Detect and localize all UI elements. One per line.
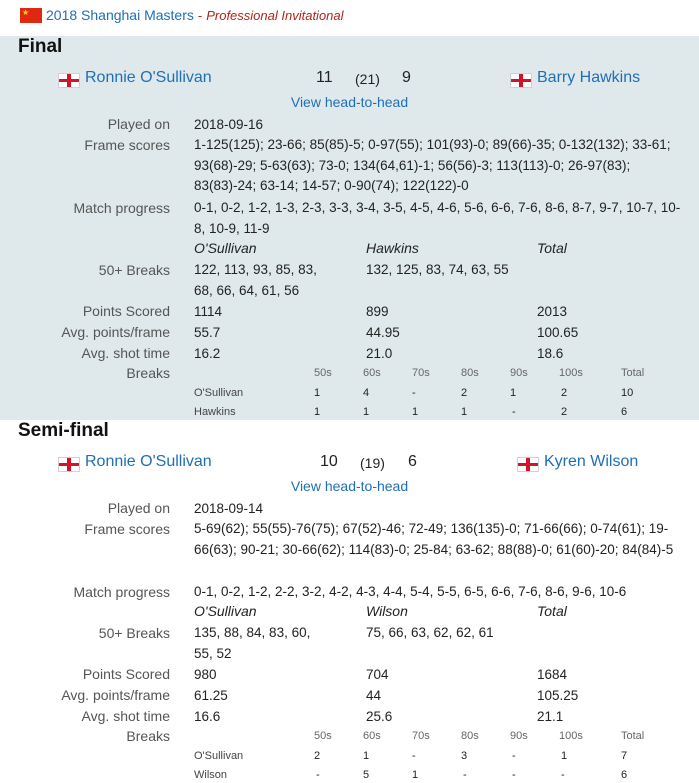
break-cell: 2: [561, 406, 568, 418]
played-on-value: 2018-09-14: [194, 501, 264, 516]
england-flag-icon: [58, 73, 80, 88]
stage-title: Semi-final: [18, 420, 109, 441]
points-scored-label: Points Scored: [82, 303, 170, 319]
break-cell: -: [412, 750, 416, 762]
played-on-value: 2018-09-16: [194, 117, 264, 132]
england-flag-icon: [58, 457, 80, 472]
player1-breaks: 122, 113, 93, 85, 83, 68, 66, 64, 61, 56: [194, 262, 317, 298]
player2-link[interactable]: Kyren Wilson: [544, 453, 639, 470]
break-column-head: 70s: [412, 367, 430, 379]
break-cell: -: [463, 769, 467, 781]
player1-score: 11: [316, 69, 333, 86]
break-column-head: 70s: [412, 730, 430, 742]
best-of: (19): [360, 455, 385, 471]
stat-value: 105.25: [537, 688, 579, 703]
best-of: (21): [355, 71, 380, 87]
frame-scores-label: Frame scores: [84, 521, 170, 537]
break-cell: 2: [314, 750, 321, 762]
total-column-head: Total: [537, 240, 567, 256]
breaks-label: Breaks: [126, 365, 170, 381]
break-column-head: 100s: [559, 367, 583, 379]
break-column-head: 90s: [510, 730, 528, 742]
break-cell: 1: [412, 406, 419, 418]
stat-value: 2013: [537, 304, 568, 319]
stat-value: 1684: [537, 667, 568, 682]
player2-column-head: Wilson: [366, 603, 408, 619]
break-cell: 7: [621, 750, 628, 762]
head-to-head-link[interactable]: View head-to-head: [290, 478, 409, 494]
break-cell: -: [561, 769, 565, 781]
breaks-50-label: 50+ Breaks: [98, 625, 170, 641]
break-cell: 1: [314, 387, 321, 399]
points-scored-label: Points Scored: [82, 666, 170, 682]
break-cell: 1: [363, 750, 370, 762]
stat-value: 704: [366, 667, 389, 682]
break-cell: -: [512, 769, 516, 781]
break-row-name: Wilson: [194, 769, 228, 781]
avg-shot-label: Avg. shot time: [81, 345, 170, 361]
break-cell: 10: [621, 387, 634, 399]
break-column-head: 80s: [461, 730, 479, 742]
break-cell: 5: [363, 769, 370, 781]
tournament-link[interactable]: 2018 Shanghai Masters: [46, 7, 194, 23]
stat-value: 1114: [194, 304, 223, 319]
match-progress-value: 0-1, 0-2, 1-2, 2-2, 3-2, 4-2, 4-3, 4-4, 5-4, 5-5, 6-5, 6-6, 7-6, 8-6, 9-6, 10-6: [194, 584, 627, 599]
player-row: [0, 69, 699, 91]
match-progress-value: 0-1, 0-2, 1-2, 1-3, 2-3, 3-3, 3-4, 3-5, 4-5, 4-6, 5-6, 6-6, 7-6, 8-6, 8-7, 9-7, 10-7, 10-8, 10-9, 11-9: [194, 200, 681, 236]
avg-points-label: Avg. points/frame: [61, 687, 170, 703]
breaks-50-label: 50+ Breaks: [98, 262, 170, 278]
final-match-section: [0, 36, 699, 420]
player1-column-head: O'Sullivan: [194, 603, 257, 619]
head-to-head-link[interactable]: View head-to-head: [290, 94, 409, 110]
break-column-head: 50s: [314, 367, 332, 379]
semi-final-match-section: [0, 420, 699, 783]
tournament-header: [0, 0, 699, 30]
title-separator: -: [197, 7, 203, 23]
played-on-label: Played on: [107, 116, 170, 132]
break-row-name: O'Sullivan: [194, 387, 244, 399]
break-cell: -: [316, 769, 320, 781]
break-column-head: 50s: [314, 730, 332, 742]
stat-value: 44.95: [366, 325, 400, 340]
break-row-name: Hawkins: [194, 406, 236, 418]
avg-shot-label: Avg. shot time: [81, 708, 170, 724]
china-flag-icon: [20, 8, 42, 23]
played-on-label: Played on: [107, 500, 170, 516]
match-progress-label: Match progress: [73, 584, 170, 600]
player1-breaks: 135, 88, 84, 83, 60, 55, 52: [194, 625, 311, 661]
stat-value: 25.6: [366, 709, 393, 724]
player2-breaks: 75, 66, 63, 62, 62, 61: [366, 625, 494, 640]
break-cell: -: [512, 750, 516, 762]
break-row-name: O'Sullivan: [194, 750, 244, 762]
break-column-head: 90s: [510, 367, 528, 379]
england-flag-icon: [517, 457, 539, 472]
player-row: [0, 453, 699, 475]
stat-value: 44: [366, 688, 382, 703]
player1-score: 10: [320, 453, 338, 470]
player1-link[interactable]: Ronnie O'Sullivan: [85, 453, 212, 470]
player2-breaks: 132, 125, 83, 74, 63, 55: [366, 262, 509, 277]
break-cell: 2: [461, 387, 468, 399]
player2-score: 6: [408, 453, 417, 470]
avg-points-label: Avg. points/frame: [61, 324, 170, 340]
breaks-label: Breaks: [126, 728, 170, 744]
break-column-head: 60s: [363, 367, 381, 379]
break-column-head: Total: [621, 730, 645, 742]
stat-value: 55.7: [194, 325, 221, 340]
break-cell: 3: [461, 750, 468, 762]
break-cell: 6: [621, 769, 628, 781]
player2-column-head: Hawkins: [366, 240, 419, 256]
break-column-head: Total: [621, 367, 645, 379]
break-cell: 1: [561, 750, 568, 762]
break-cell: 4: [363, 387, 370, 399]
break-column-head: 60s: [363, 730, 381, 742]
stat-value: 21.0: [366, 346, 393, 361]
player1-link[interactable]: Ronnie O'Sullivan: [85, 69, 212, 86]
break-column-head: 80s: [461, 367, 479, 379]
stat-value: 899: [366, 304, 389, 319]
match-progress-label: Match progress: [73, 200, 170, 216]
stage-title: Final: [18, 36, 63, 57]
break-cell: 1: [461, 406, 468, 418]
stat-value: 980: [194, 667, 217, 682]
stat-value: 21.1: [537, 709, 564, 724]
stat-value: 16.6: [194, 709, 221, 724]
stat-value: 100.65: [537, 325, 579, 340]
break-cell: 6: [621, 406, 628, 418]
break-cell: -: [512, 406, 516, 418]
player2-link[interactable]: Barry Hawkins: [537, 69, 641, 86]
frame-scores-label: Frame scores: [84, 137, 170, 153]
break-cell: 1: [412, 769, 419, 781]
stat-value: 16.2: [194, 346, 221, 361]
break-cell: 1: [510, 387, 517, 399]
break-cell: 1: [363, 406, 370, 418]
break-cell: -: [412, 387, 416, 399]
break-cell: 2: [561, 387, 568, 399]
tournament-category: Professional Invitational: [206, 7, 344, 23]
player1-column-head: O'Sullivan: [194, 240, 257, 256]
stat-value: 61.25: [194, 688, 228, 703]
break-column-head: 100s: [559, 730, 583, 742]
frame-scores-value: 1-125(125); 23-66; 85(85)-5; 0-97(55); 101(93)-0; 89(66)-35; 0-132(132); 33-61; 93(68)-29; 5-63(63); 73-0; 134(64,61)-1; 56(56)-3; 113(113)-0; 26-97(83); 83(83)-24; 63-14; 14-57; 0-90(74); 122(122)-0: [194, 137, 671, 193]
stat-value: 18.6: [537, 346, 564, 361]
break-cell: 1: [314, 406, 321, 418]
player2-score: 9: [402, 69, 411, 86]
total-column-head: Total: [537, 603, 567, 619]
england-flag-icon: [510, 73, 532, 88]
frame-scores-value: 5-69(62); 55(55)-76(75); 67(52)-46; 72-49; 136(135)-0; 71-66(66); 0-74(61); 19-66(63); 90-21; 30-66(62); 114(83)-0; 25-84; 63-62; 88(88)-0; 61(60)-20; 84(84)-5: [194, 521, 674, 557]
